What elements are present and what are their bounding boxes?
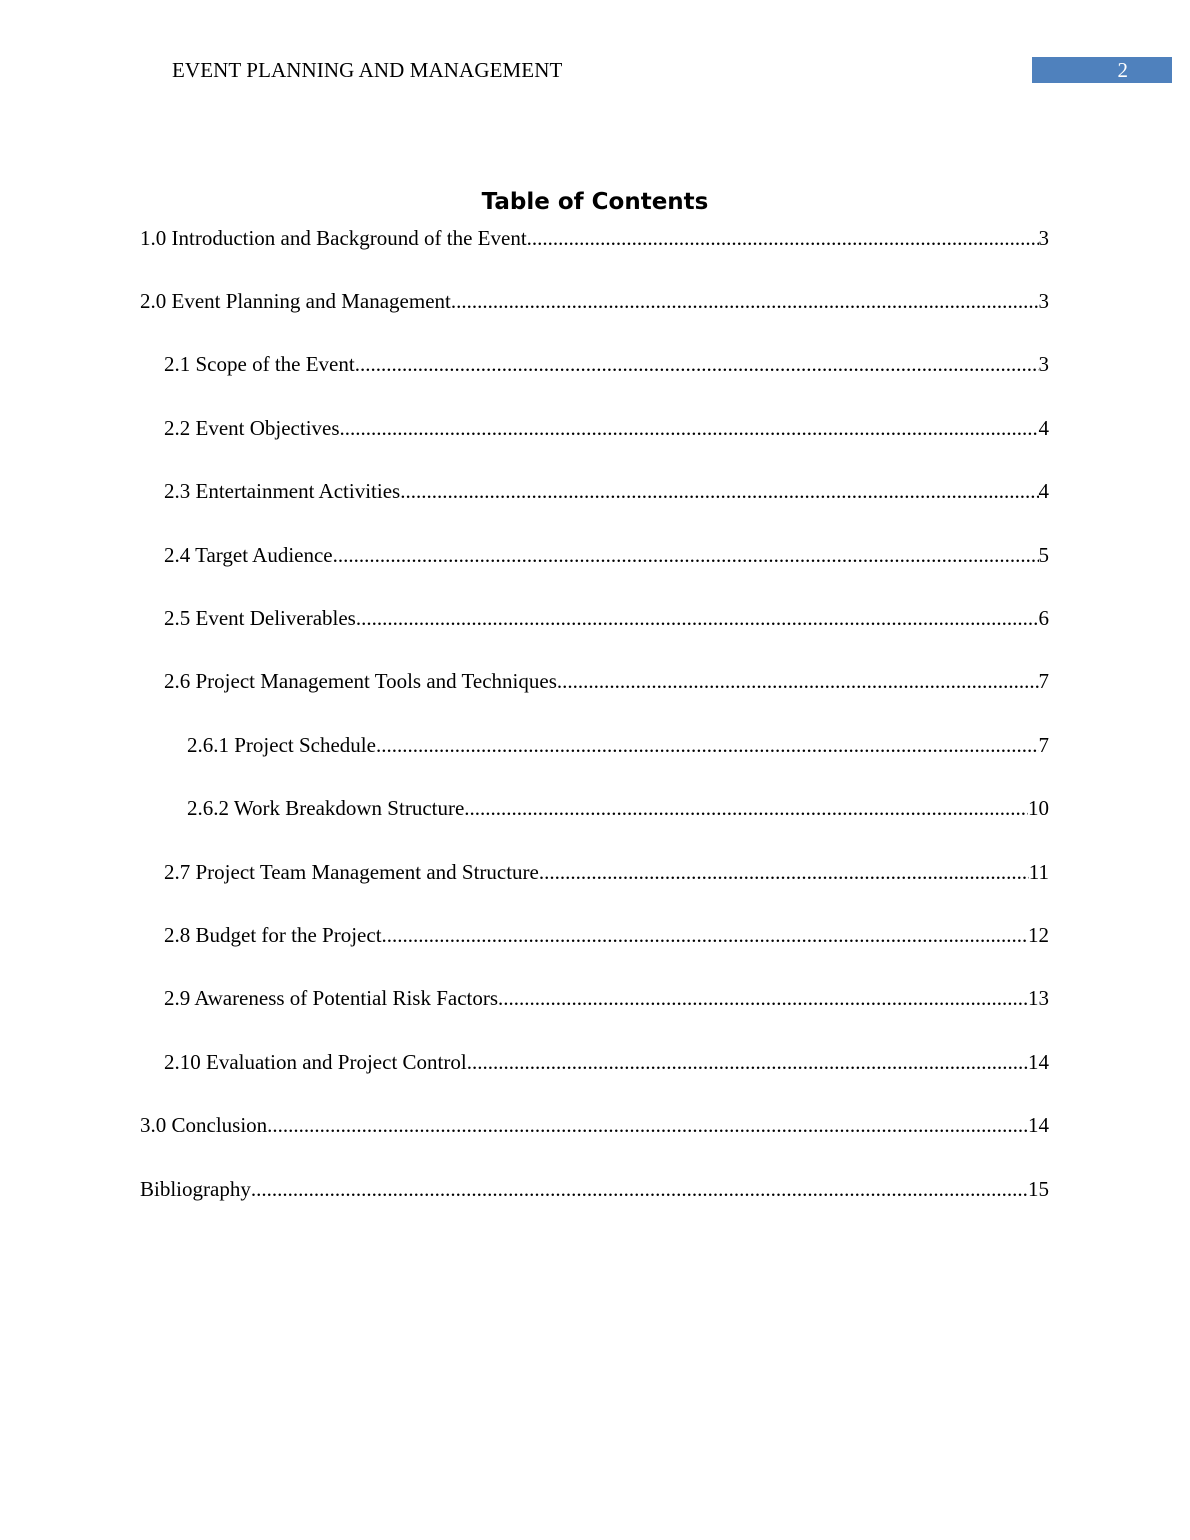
dot-leader [376, 732, 1039, 758]
toc-entry-label: 3.0 Conclusion [140, 1113, 268, 1137]
dot-leader [467, 1049, 1028, 1075]
toc-entry-scope[interactable] [164, 351, 1049, 377]
dot-leader [498, 985, 1028, 1011]
toc-entry-label: 2.1 Scope of the Event [164, 352, 355, 376]
toc-entry-label: 2.8 Budget for the Project [164, 923, 382, 947]
dot-leader [557, 668, 1039, 694]
toc-entry-page: 13 [1028, 986, 1049, 1010]
dot-leader [400, 478, 1038, 504]
dot-leader [267, 1112, 1028, 1138]
dot-leader [527, 225, 1039, 251]
toc-entry-page: 5 [1038, 543, 1049, 567]
toc-entry-target-audience[interactable] [164, 542, 1049, 568]
dot-leader [451, 288, 1039, 314]
dot-leader [382, 922, 1028, 948]
toc-entry-label: 2.0 Event Planning and Management [140, 289, 451, 313]
toc-entry-label: 2.9 Awareness of Potential Risk Factors [164, 986, 499, 1010]
toc-entry-page: 4 [1038, 479, 1049, 503]
toc-entry-label: Bibliography [140, 1177, 251, 1201]
toc-entry-page: 10 [1028, 796, 1049, 820]
toc-entry-bibliography[interactable] [140, 1176, 1049, 1202]
toc-entry-page: 6 [1038, 606, 1049, 630]
toc-entry-page: 7 [1038, 669, 1049, 693]
page-number: 2 [1117, 58, 1128, 82]
toc-entry-introduction[interactable] [140, 225, 1049, 251]
toc-entry-budget[interactable] [164, 922, 1049, 948]
toc-entry-conclusion[interactable] [140, 1112, 1049, 1138]
toc-entry-project-schedule[interactable] [187, 732, 1049, 758]
dot-leader [251, 1176, 1028, 1202]
toc-entry-label: 2.2 Event Objectives [164, 416, 340, 440]
toc-entry-page: 4 [1038, 416, 1049, 440]
toc-entry-page: 15 [1028, 1177, 1049, 1201]
toc-entry-page: 3 [1038, 226, 1049, 250]
toc-entry-label: 2.4 Target Audience [164, 543, 333, 567]
toc-entry-label: 2.6.1 Project Schedule [187, 733, 376, 757]
toc-entry-deliverables[interactable] [164, 605, 1049, 631]
dot-leader [464, 795, 1028, 821]
toc-entry-risk-factors[interactable] [164, 985, 1049, 1011]
toc-entry-label: 2.6 Project Management Tools and Techniques [164, 669, 557, 693]
toc-heading: Table of Contents [481, 189, 709, 215]
toc-entry-page: 3 [1038, 289, 1049, 313]
toc-entry-label: 2.10 Evaluation and Project Control [164, 1050, 467, 1074]
toc-entry-page: 11 [1028, 860, 1049, 884]
toc-entry-wbs[interactable] [187, 795, 1049, 821]
toc-entry-page: 14 [1028, 1113, 1049, 1137]
dot-leader [340, 415, 1039, 441]
dot-leader [333, 542, 1039, 568]
toc-entry-entertainment[interactable] [164, 478, 1049, 504]
toc-entry-event-planning[interactable] [140, 288, 1049, 314]
toc-entry-page: 7 [1038, 733, 1049, 757]
toc-entry-evaluation[interactable] [164, 1049, 1049, 1075]
toc-entry-page: 12 [1028, 923, 1049, 947]
toc-entry-label: 1.0 Introduction and Background of the Event [140, 226, 527, 250]
toc-entry-label: 2.3 Entertainment Activities [164, 479, 401, 503]
dot-leader [539, 859, 1029, 885]
dot-leader [355, 351, 1039, 377]
toc-entry-page: 3 [1038, 352, 1049, 376]
toc-entry-label: 2.7 Project Team Management and Structure [164, 860, 539, 884]
dot-leader [356, 605, 1039, 631]
toc-entry-page: 14 [1028, 1050, 1049, 1074]
toc-entry-label: 2.5 Event Deliverables [164, 606, 356, 630]
toc-entry-label: 2.6.2 Work Breakdown Structure [187, 796, 465, 820]
toc-entry-team-management[interactable] [164, 859, 1049, 885]
toc-entry-pm-tools[interactable] [164, 668, 1049, 694]
toc-entry-objectives[interactable] [164, 415, 1049, 441]
running-header-title: EVENT PLANNING AND MANAGEMENT [172, 58, 563, 82]
